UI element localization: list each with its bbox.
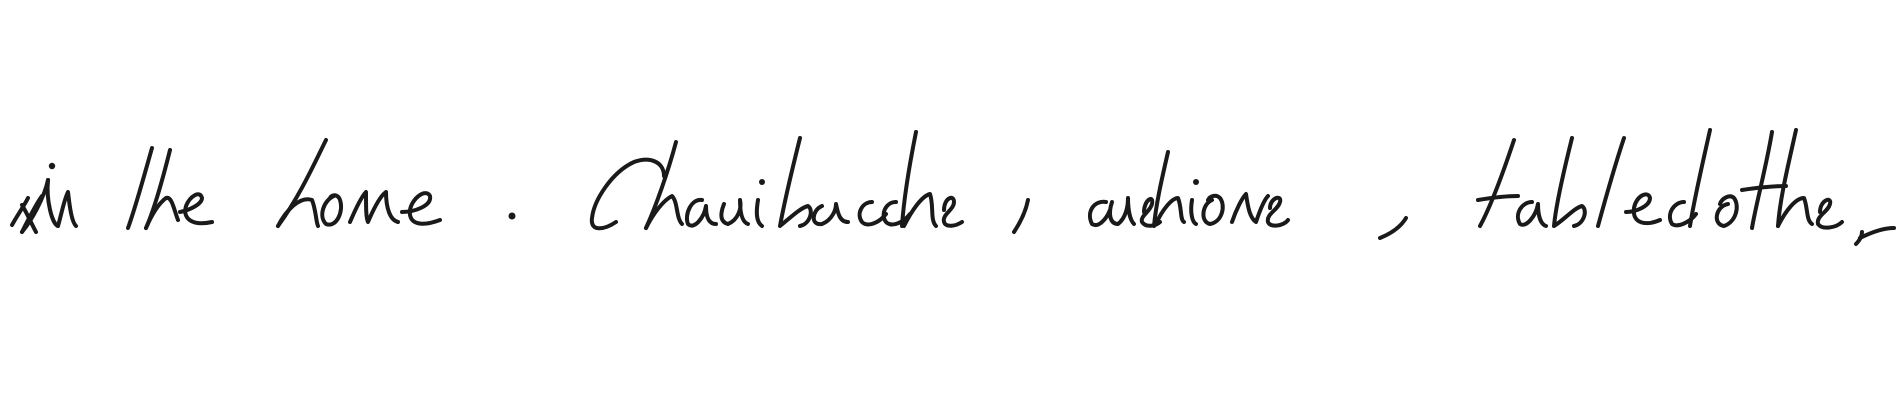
word-chairbacks bbox=[592, 132, 1028, 232]
word-home bbox=[278, 140, 440, 226]
word-the bbox=[128, 148, 212, 228]
word-tablecloths bbox=[1478, 130, 1894, 244]
word-cushions bbox=[1090, 152, 1406, 238]
word-in bbox=[12, 163, 76, 232]
